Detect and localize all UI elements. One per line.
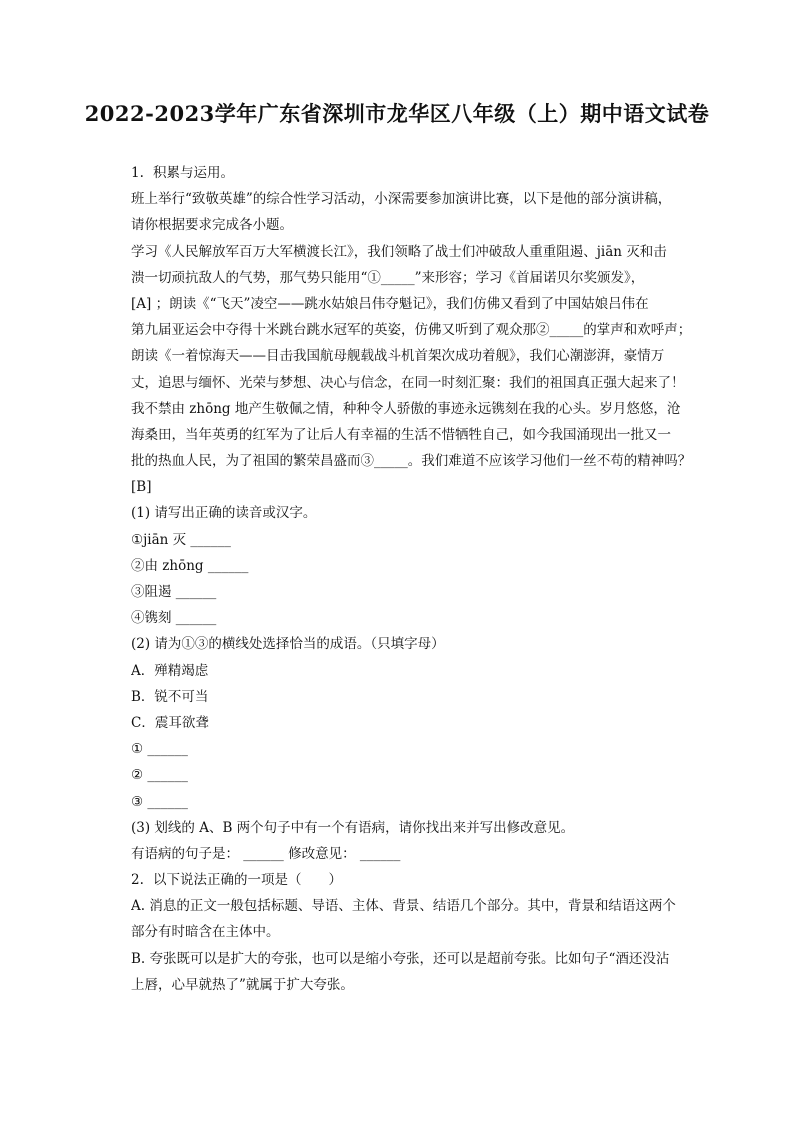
question-heading: 以下说法正确的一项是（ ） (153, 872, 342, 889)
text-line: 批的热血人民，为了祖国的繁荣昌盛而③_____。我们难道不应该学习他们一丝不苟的精神吗？ (131, 453, 691, 470)
exam-body (131, 160, 691, 998)
text-line: 班上举行“致敬英雄”的综合性学习活动，小深需要参加演讲比赛，以下是他的部分演讲稿， (131, 191, 672, 208)
question-heading: 积累与运用。 (153, 165, 234, 181)
question-number: 1. (131, 165, 144, 181)
question-number: 2. (131, 872, 144, 889)
sub-question: (2) 请为①③的横线处选择恰当的成语。（只填字母） (131, 636, 445, 653)
choice-option: B．锐不可当 (131, 688, 209, 705)
answer-blank-line: ①jiān 灭 ______ (131, 531, 231, 548)
answer-blank-line: ① ______ (131, 741, 188, 758)
answer-blank-line: ②由 zhōng ______ (131, 557, 249, 574)
text-line: 海桑田，当年英勇的红军为了让后人有幸福的生活不惜牺牲自己，如今我国涌现出一批又一 (131, 426, 671, 443)
text-line: 上唇，心早就热了”就属于扩大夸张。 (131, 976, 354, 993)
answer-blank-line: ③阻遏 ______ (131, 584, 217, 600)
choice-option: C．震耳欲聋 (131, 714, 209, 731)
text-line: [A] ；朗读《“飞天”凌空——跳水姑娘吕伟夺魁记》，我们仿佛又看到了中国姑娘吕伟在 (131, 295, 649, 312)
choice-option: A. 消息的正文一般包括标题、导语、主体、背景、结语几个部分。其中，背景和结语这两个 (131, 898, 676, 915)
answer-blank-line: ② ______ (131, 767, 188, 784)
text-line: 学习《人民解放军百万大军横渡长江》，我们领略了战士们冲破敌人重重阻遏、jiān 灭和击 (131, 243, 667, 260)
choice-option: A．殚精竭虑 (131, 662, 209, 679)
sub-question: (1) 请写出正确的读音或汉字。 (131, 505, 317, 522)
page-title: 2022-2023学年广东省深圳市龙华区八年级（上）期中语文试卷 (84, 101, 710, 126)
answer-blank-line: ③ ______ (131, 793, 188, 810)
text-line: 溃一切顽抗敌人的气势，那气势只能用“①_____”来形容；学习《首届诺贝尔奖颁发》， (131, 269, 645, 286)
answer-blank-line: 有语病的句子是： ______ 修改意见： ______ (131, 845, 401, 862)
text-line: 朗读《一着惊海天——目击我国航母舰载战斗机首架次成功着舰》，我们心潮澎湃，豪情万 (131, 348, 665, 365)
text-line: 部分有时暗含在主体中。 (131, 924, 280, 941)
text-line: 我不禁由 zhōng 地产生敬佩之情，种种令人骄傲的事迹永远镌刻在我的心头。岁月悠悠，沧 (131, 400, 681, 417)
answer-blank-line: ④镌刻 ______ (131, 610, 217, 627)
text-line: 第九届亚运会中夺得十米跳台跳水冠军的英姿，仿佛又听到了观众那②_____的掌声和欢呼声； (131, 322, 691, 339)
text-line: 丈，追思与缅怀、光荣与梦想、决心与信念，在同一时刻汇聚：我们的祖国真正强大起来了！ (131, 374, 685, 391)
question-1-header (131, 160, 691, 186)
question-2-header (131, 867, 691, 893)
text-line: 请你根据要求完成各小题。 (131, 217, 293, 234)
sub-question: (3) 划线的 A、B 两个句子中有一个有语病，请你找出来并写出修改意见。 (131, 819, 575, 836)
text-line: [B] (131, 479, 152, 496)
choice-option: B. 夸张既可以是扩大的夸张，也可以是缩小夸张，还可以是超前夸张。比如句子“酒还没沾 (131, 950, 670, 967)
